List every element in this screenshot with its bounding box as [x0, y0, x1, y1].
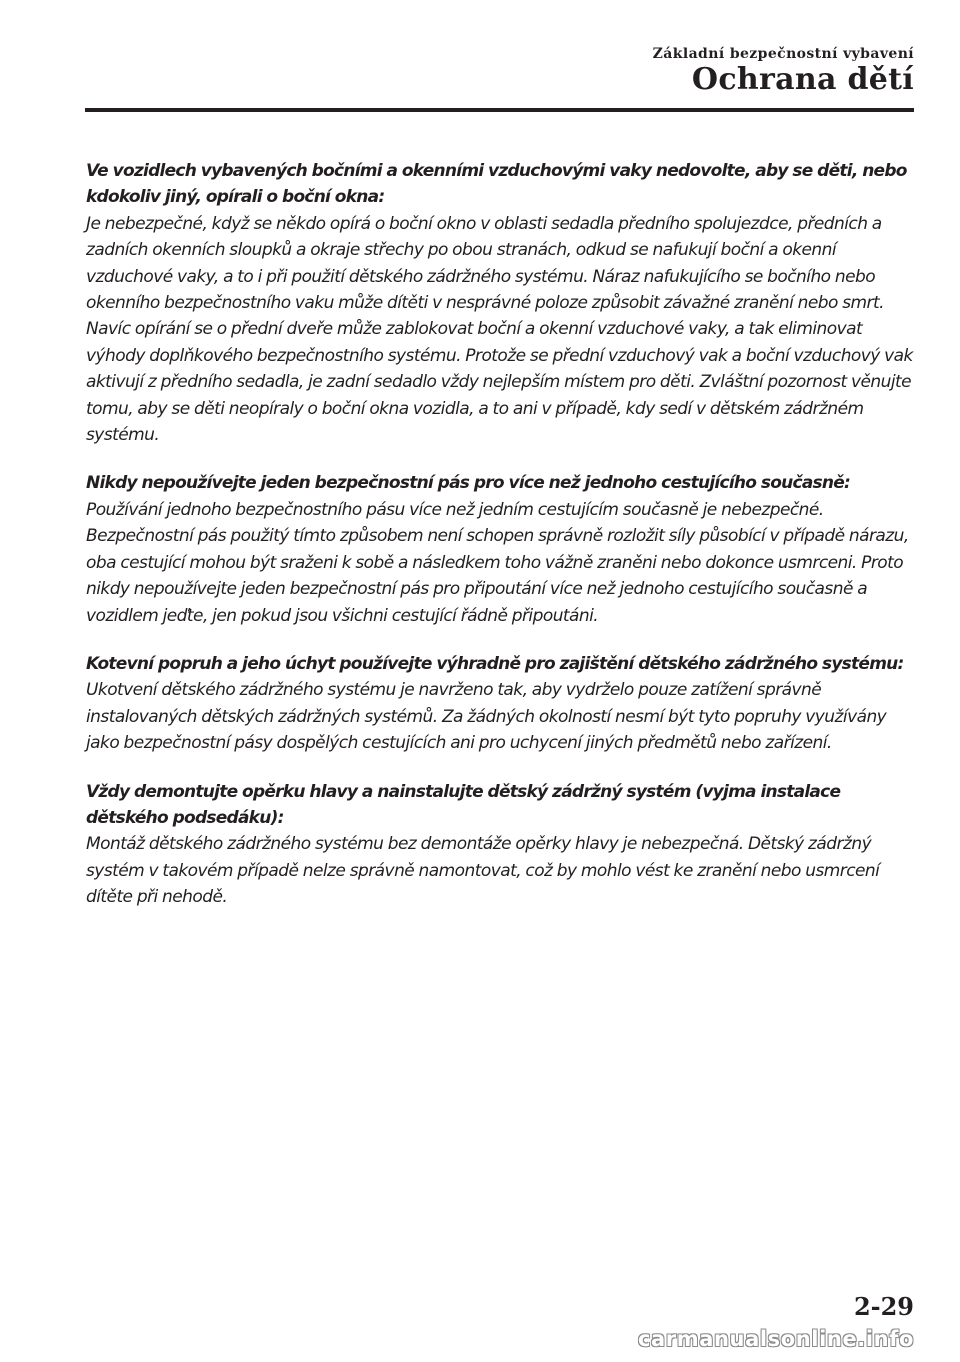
warning-block-side-windows	[86, 158, 918, 448]
page-title: Ochrana dětí	[691, 62, 914, 97]
warning-heading: Kotevní popruh a jeho úchyt používejte výhradně pro zajištění dětského zádržného systému:	[86, 653, 904, 674]
warning-heading: Ve vozidlech vybavených bočními a okenními vzduchovými vaky nedovolte, aby se děti, nebo kdokoliv jiný, opírali o boční okna:	[86, 161, 907, 208]
watermark: carmanualsonline.info	[637, 1327, 914, 1351]
warning-heading: Vždy demontujte opěrku hlavy a nainstalujte dětský zádržný systém (vyjma instalace dětského podsedáku):	[86, 781, 841, 828]
warning-body: Používání jednoho bezpečnostního pásu více než jedním cestujícím současně je nebezpečné. Bezpečnostní pás použitý tímto způsobem není schopen správně rozložit síly působící v případě nárazu, oba cestující mohou být sraženi k sobě a následkem toho vážně zraněni nebo dokonce usmrceni. Proto nikdy nepoužívejte jeden bezpečnostní pás pro připoutání více než jednoho cestujícího současně a vozidlem jeďte, jen pokud jsou všichni cestující řádně připoutáni.	[86, 499, 909, 626]
warning-body: Montáž dětského zádržného systému bez demontáže opěrky hlavy je nebezpečná. Dětský zádržný systém v takovém případě nelze správně namontovat, což by mohlo vést ke zranění nebo usmrcení dítěte při nehodě.	[86, 834, 880, 908]
warning-body: Je nebezpečné, když se někdo opírá o boční okno v oblasti sedadla předního spolujezdce, předních a zadních okenních sloupků a okraje střechy po obou stranách, odkud se nafukují boční a okenní vzduchové vaky, a to i při použití dětského zádržného systému. Náraz nafukujícího se bočního nebo okenního bezpečnostního vaku může dítěti v nesprávné poloze způsobit závažné zranění nebo smrt. Navíc opírání se o přední dveře může zablokovat boční a okenní vzduchové vaky, a tak eliminovat výhody doplňkového bezpečnostního systému. Protože se přední vzduchový vak a boční vzduchový vak aktivují z předního sedadla, je zadní sedadlo vždy nejlepším místem pro děti. Zvláštní pozornost věnujte tomu, aby se děti neopíraly o boční okna vozidla, a to ani v případě, kdy sedí v dětském zádržném systému.	[86, 213, 913, 446]
section-title: Základní bezpečnostní vybavení	[652, 46, 914, 62]
warning-block-shared-belt	[86, 470, 918, 628]
warning-block-head-restraint	[86, 779, 918, 911]
warning-body: Ukotvení dětského zádržného systému je navrženo tak, aby vydrželo pouze zatížení správně instalovaných dětských zádržných systémů. Za žádných okolností nesmí být tyto popruhy využívány jako bezpečnostní pásy dospělých cestujících ani pro uchycení jiných předmětů nebo zařízení.	[86, 680, 887, 754]
page-number: 2-29	[853, 1292, 914, 1321]
header-divider	[85, 108, 914, 112]
warning-block-tether-strap	[86, 651, 918, 757]
warning-heading: Nikdy nepoužívejte jeden bezpečnostní pás pro více než jednoho cestujícího současně:	[86, 473, 851, 494]
warning-content	[86, 158, 918, 933]
